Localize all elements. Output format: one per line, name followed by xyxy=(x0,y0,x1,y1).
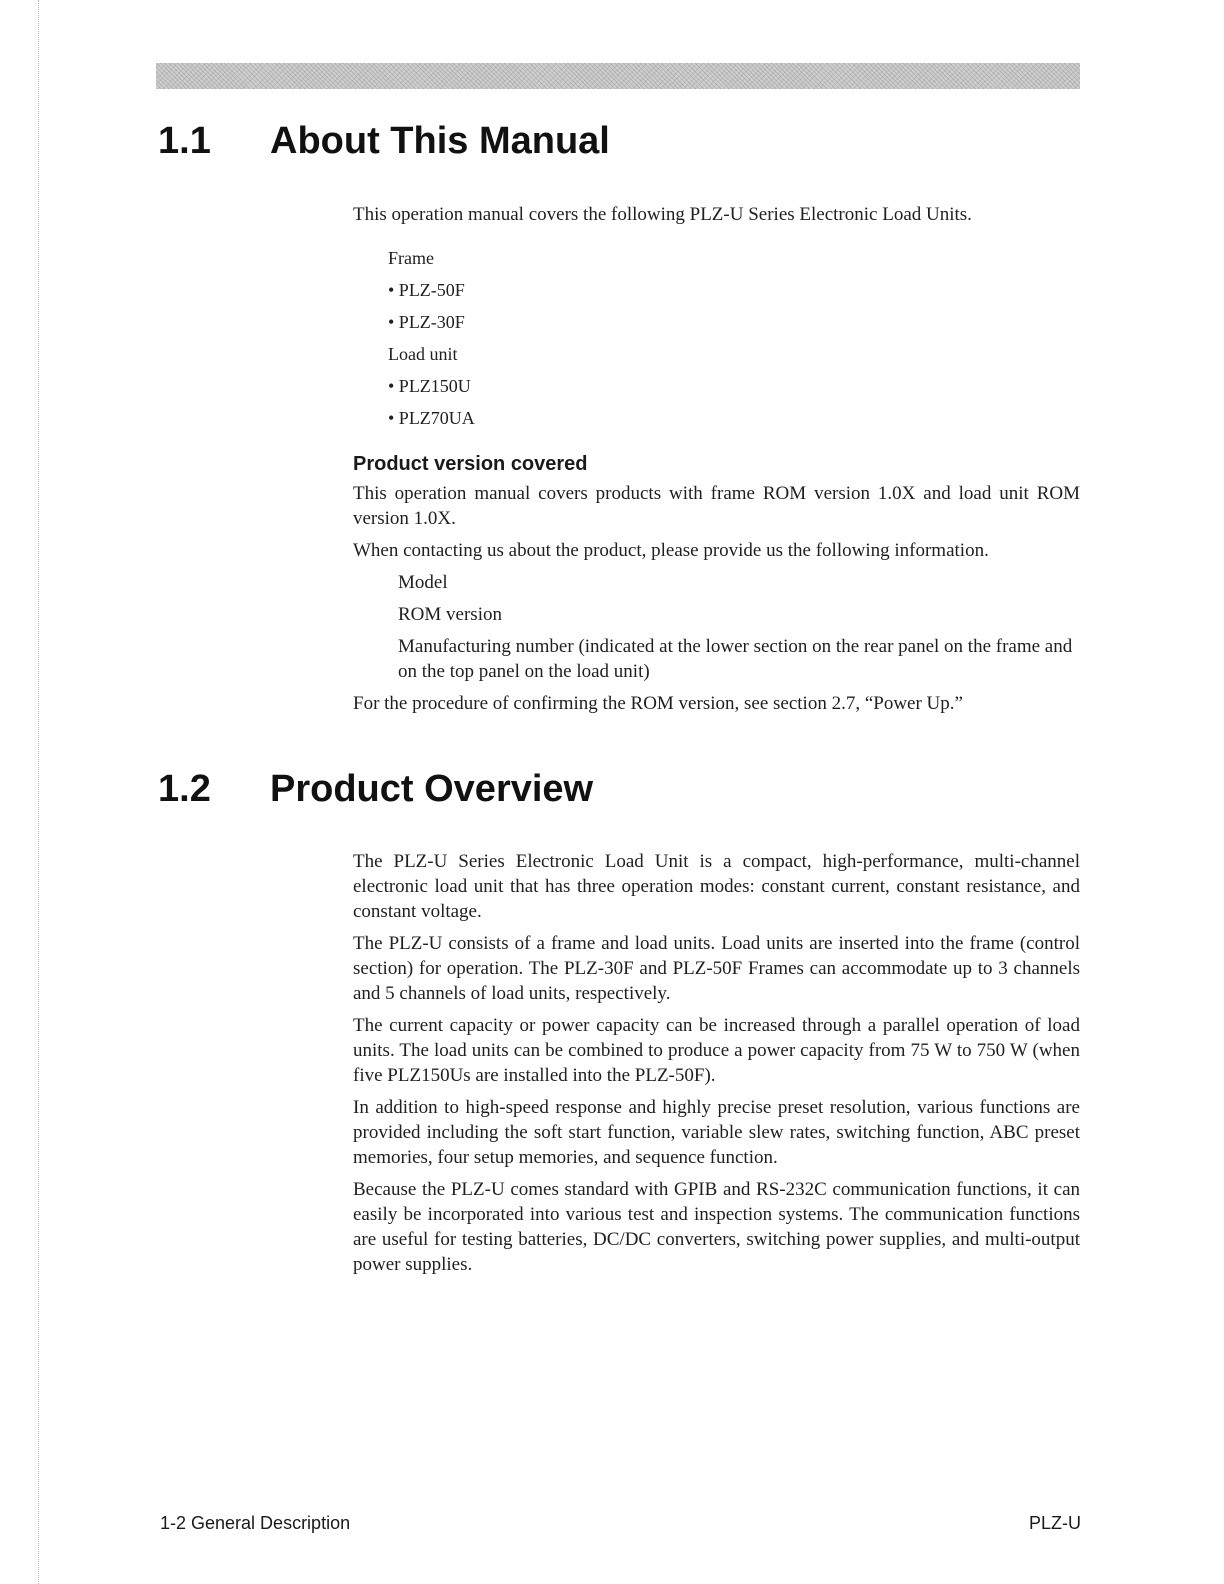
model-item: Frame xyxy=(388,248,434,268)
section-title: Product Overview xyxy=(270,768,594,810)
overview-paragraph: Because the PLZ-U comes standard with GPIB and RS-232C communication functions, it can easily be incorporated into various test and inspection systems. The communication functions are useful for testing batteries, DC/DC converters, switching power supplies, and multi-output power supplies. xyxy=(353,1179,1080,1275)
overview-paragraph: In addition to high-speed response and highly precise preset resolution, various functions are provided including the soft start function, variable slew rates, switching function, ABC preset memories, four setup memories, and sequence function. xyxy=(353,1097,1080,1168)
section-number: 1.2 xyxy=(158,768,211,810)
contact-info-list xyxy=(353,570,1080,684)
model-item: • PLZ150U xyxy=(388,376,471,396)
page-edge xyxy=(38,0,39,1584)
info-item: Model xyxy=(398,572,448,593)
about-intro: This operation manual covers the following PLZ-U Series Electronic Load Units. xyxy=(353,204,972,225)
model-item: • PLZ70UA xyxy=(388,408,475,428)
rom-note: For the procedure of confirming the ROM version, see section 2.7, “Power Up.” xyxy=(353,693,963,714)
overview-paragraph: The PLZ-U consists of a frame and load units. Load units are inserted into the frame (control section) for operation. The PLZ-30F and PLZ-50F Frames can accommodate up to 3 channels and 5 channels of load units, respectively. xyxy=(353,933,1080,1004)
footer-page-label: 1-2 General Description xyxy=(160,1513,351,1533)
section-heading-about xyxy=(158,119,610,163)
footer-product-label: PLZ-U xyxy=(1028,1513,1081,1533)
model-item: • PLZ-30F xyxy=(388,312,465,332)
overview-section xyxy=(353,849,1080,1284)
version-heading: Product version covered xyxy=(353,453,588,475)
model-item: Load unit xyxy=(388,344,458,364)
about-section xyxy=(353,202,1080,723)
overview-paragraph: The current capacity or power capacity can be increased through a parallel operation of load units. The load units can be combined to produce a power capacity from 75 W to 750 W (when five PLZ150Us are installed into the PLZ-50F). xyxy=(353,1015,1080,1086)
info-item: ROM version xyxy=(398,604,502,625)
model-list xyxy=(353,246,1080,431)
contact-text: When contacting us about the product, please provide us the following information. xyxy=(353,540,989,561)
section-heading-overview xyxy=(158,767,593,811)
header-band xyxy=(156,63,1080,89)
version-text: This operation manual covers products with frame ROM version 1.0X and load unit ROM version 1.0X. xyxy=(353,483,1080,529)
model-item: • PLZ-50F xyxy=(388,280,465,300)
info-item: Manufacturing number (indicated at the lower section on the rear panel on the frame and on the top panel on the load unit) xyxy=(398,636,1073,682)
section-title: About This Manual xyxy=(270,120,610,162)
section-number: 1.1 xyxy=(158,120,211,162)
overview-paragraph: The PLZ-U Series Electronic Load Unit is a compact, high-performance, multi-channel electronic load unit that has three operation modes: constant current, constant resistance, and constant voltage. xyxy=(353,851,1080,922)
